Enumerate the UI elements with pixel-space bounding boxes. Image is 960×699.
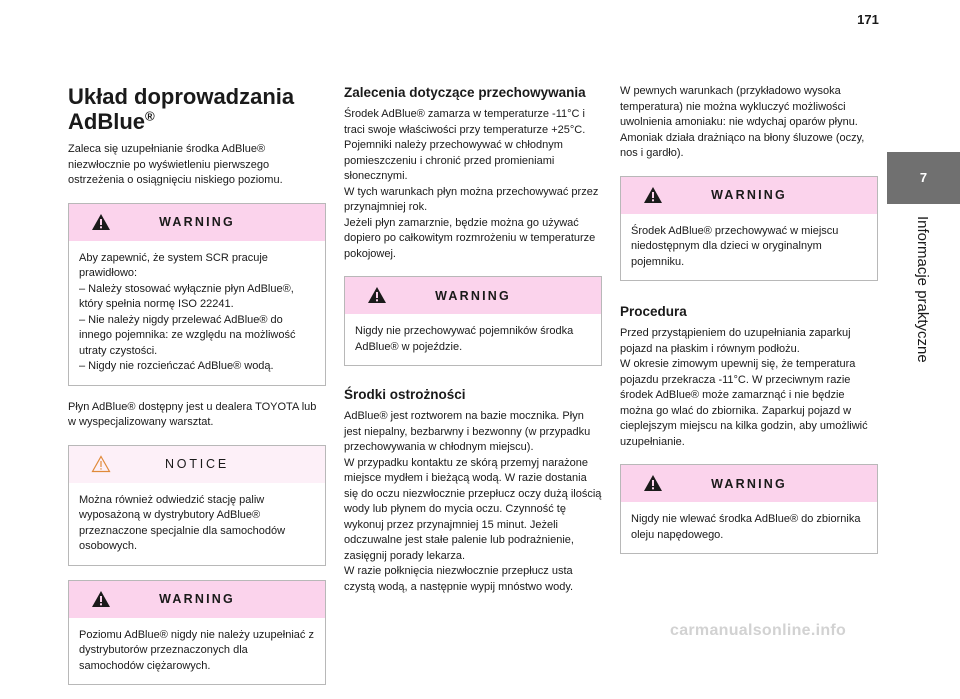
warning-triangle-icon (643, 474, 663, 492)
precautions-paragraph: AdBlue® jest roztworem na bazie mocznika. Płyn jest niepalny, bezbarwny i bezwonny (w przypadku przechowywania w chłodnym miejscu). W przypadku kontaktu ze skórą przemyj narażone miejsce mydłem i bieżącą wodą. W razie dostania się do oczu niezwłocznie przepłucz oczy dużą ilością wody lub płynem do mycia oczu. Czynność tę wykonuj przez przynajmniej 15 minut. Jeżeli odczuwalne jest stałe palenie lub podrażnienie, zasięgnij porady lekarza. W razie połknięcia niezwłocznie przepłucz usta czystą wodą, a następnie wypij mnóstwo wody. (344, 410, 602, 593)
warning-text: Nigdy nie wlewać środka AdBlue® do zbiornika oleju napędowego. (631, 513, 861, 541)
column-3 (620, 84, 878, 568)
warning-box-diesel (620, 464, 878, 554)
section-title-adblue-system: Układ doprowadzania AdBlue® (68, 84, 295, 134)
warning-box-storage (344, 276, 602, 366)
chapter-title: Informacje praktyczne (914, 216, 931, 363)
dealer-paragraph: Płyn AdBlue® dostępny jest u dealera TOYOTA lub w wyspecjalizowany warsztat. (68, 400, 317, 428)
warning-triangle-icon (367, 286, 387, 304)
warning-text: Nigdy nie przechowywać pojemników środka AdBlue® w pojeździe. (355, 325, 574, 353)
column-2 (344, 84, 602, 595)
caution-outline-triangle-icon (91, 455, 111, 473)
warning-box-scr (68, 203, 326, 386)
notice-text: Można również odwiedzić stację paliw wyposażoną w dystrybutory AdBlue® przeznaczone specjalnie dla samochodów osobowych. (79, 493, 286, 552)
warning-triangle-icon (643, 186, 663, 204)
storage-title: Zalecenia dotyczące przechowywania (344, 85, 586, 100)
procedure-title: Procedura (620, 304, 687, 319)
warning-text: Środek AdBlue® przechowywać w miejscu niedostępnym dla dzieci w oryginalnym pojemniku. (631, 224, 839, 268)
warning-label: WARNING (435, 288, 511, 303)
warning-label: WARNING (159, 215, 235, 229)
chapter-divider (887, 203, 960, 204)
warning-text: Poziomu AdBlue® nigdy nie należy uzupełniać z dystrybutorów przeznaczonych dla samochodów ciężarowych. (79, 628, 314, 672)
warning-header (69, 581, 325, 618)
warning-header (621, 465, 877, 502)
notice-header (69, 446, 325, 483)
intro-paragraph: Zaleca się uzupełnianie środka AdBlue® niezwłocznie po wyświetleniu pierwszego ostrzeżenia o osiągnięciu niskiego poziomu. (68, 143, 283, 186)
chapter-tab[interactable]: 7 (887, 152, 960, 203)
warning-box-trucks (68, 580, 326, 686)
warning-header (621, 177, 877, 214)
ammonia-paragraph: W pewnych warunkach (przykładowo wysoka temperatura) nie można wykluczyć możliwości uwolnienia amoniaku: nie wdychaj oparów płynu. Amoniak działa drażniąco na błony śluzowe (oczy, nos i gardło). (620, 85, 865, 159)
precautions-title: Środki ostrożności (344, 387, 466, 402)
procedure-paragraph: Przed przystąpieniem do uzupełniania zaparkuj pojazd na płaskim i równym podłożu. W okresie zimowym upewnij się, że temperatura pojazdu przekracza -11°C. W przeciwnym razie środek AdBlue® może zamarznąć i nie będzie można go wlać do zbiornika. Zaparkuj pojazd w cieplejszym miejscu na kilka godzin, aby umożliwić uzupełnianie. (620, 327, 868, 448)
page-number: 171 (857, 12, 879, 27)
warning-header (69, 204, 325, 241)
notice-box-station (68, 445, 326, 566)
storage-paragraph: Środek AdBlue® zamarza w temperaturze -11°C i traci swoje właściwości przy temperaturze +25°C. Pojemniki należy przechowywać w chłodnym pomieszczeniu i chronić przed promieniami słonecznymi. W tych warunkach płyn można przechowywać przez przynajmniej rok. Jeżeli płyn zamarznie, będzie można go używać dopiero po całkowitym rozmrożeniu w temperaturze pokojowej. (344, 108, 599, 260)
warning-label: WARNING (159, 592, 235, 606)
warning-label: WARNING (711, 188, 787, 202)
warning-label: WARNING (711, 476, 787, 491)
warning-text: Aby zapewnić, że system SCR pracuje prawidłowo: – Należy stosować wyłącznie płyn AdBlue®, który spełnia normę ISO 22241. – Nie należy nigdy przelewać AdBlue® do innego pojemnika: ze względu na możliwość utraty czystości. – Nigdy nie rozcieńczać AdBlue® wodą. (79, 251, 296, 372)
warning-triangle-icon (91, 213, 111, 231)
warning-box-children (620, 176, 878, 282)
warning-triangle-icon (91, 590, 111, 608)
watermark: carmanualsonline.info (670, 622, 847, 639)
warning-header (345, 277, 601, 314)
column-1 (68, 82, 326, 699)
notice-label: NOTICE (164, 457, 230, 471)
